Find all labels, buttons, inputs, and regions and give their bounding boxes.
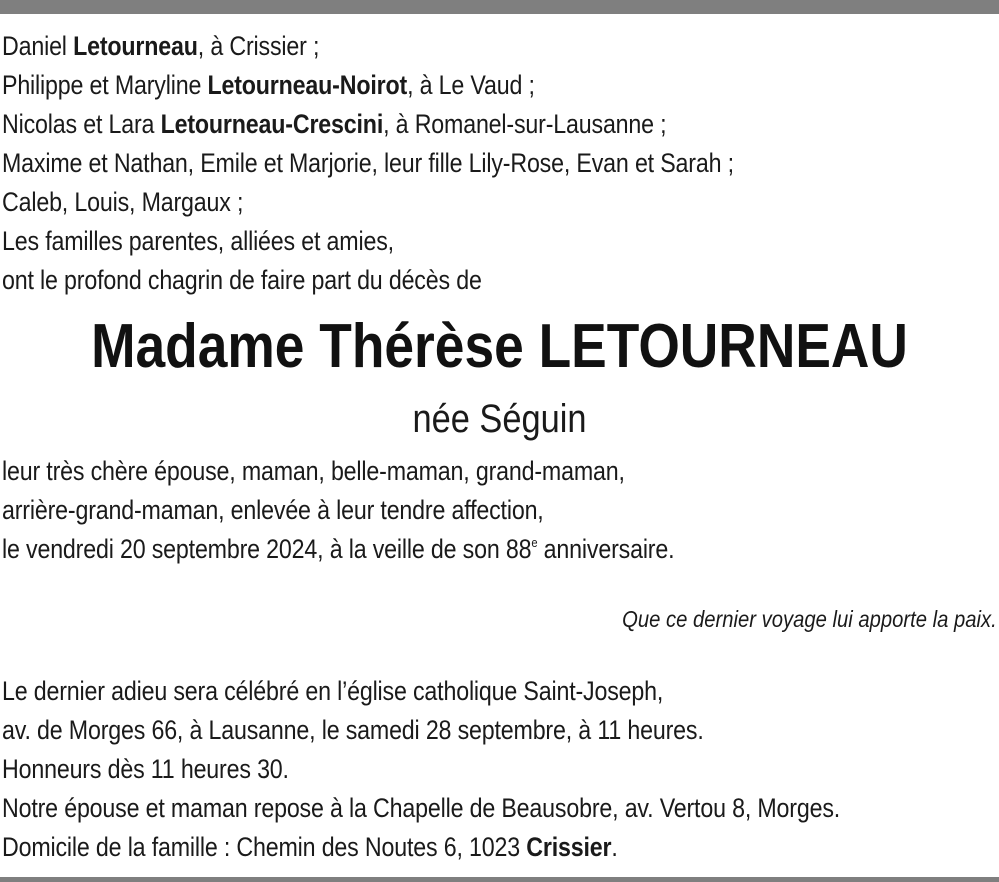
family-line: Daniel Letourneau, à Crissier ; bbox=[2, 31, 320, 61]
family-line: Maxime et Nathan, Emile et Marjorie, leur fille Lily-Rose, Evan et Sarah ; bbox=[2, 148, 734, 178]
deceased-name: Madame Thérèse LETOURNEAU bbox=[91, 312, 908, 381]
top-divider bbox=[0, 0, 999, 14]
family-line: Les familles parentes, alliées et amies, bbox=[2, 226, 394, 256]
farewell-quote: Que ce dernier voyage lui apporte la paix. bbox=[622, 606, 997, 632]
maiden-name: née Séguin bbox=[412, 397, 587, 441]
family-line: Philippe et Maryline Letourneau-Noirot, à Le Vaud ; bbox=[2, 70, 535, 100]
home-address-line: Domicile de la famille : Chemin des Noutes 6, 1023 Crissier. bbox=[2, 832, 618, 862]
bottom-divider bbox=[0, 877, 999, 882]
description-line: arrière-grand-maman, enlevée à leur tendre affection, bbox=[2, 495, 544, 525]
funeral-line: av. de Morges 66, à Lausanne, le samedi 28 septembre, à 11 heures. bbox=[2, 715, 704, 745]
deceased-description bbox=[2, 452, 999, 569]
funeral-line: Notre épouse et maman repose à la Chapelle de Beausobre, av. Vertou 8, Morges. bbox=[2, 793, 841, 823]
death-date-line: le vendredi 20 septembre 2024, à la veille de son 88e anniversaire. bbox=[2, 534, 675, 564]
funeral-line: Honneurs dès 11 heures 30. bbox=[2, 754, 289, 784]
family-line: Caleb, Louis, Margaux ; bbox=[2, 187, 244, 217]
family-announcement bbox=[2, 27, 999, 300]
funeral-details bbox=[2, 672, 999, 867]
funeral-line: Le dernier adieu sera célébré en l’église catholique Saint-Joseph, bbox=[2, 676, 664, 706]
description-line: leur très chère épouse, maman, belle-maman, grand-maman, bbox=[2, 456, 625, 486]
family-line: ont le profond chagrin de faire part du décès de bbox=[2, 265, 482, 295]
family-line: Nicolas et Lara Letourneau-Crescini, à Romanel-sur-Lausanne ; bbox=[2, 109, 667, 139]
